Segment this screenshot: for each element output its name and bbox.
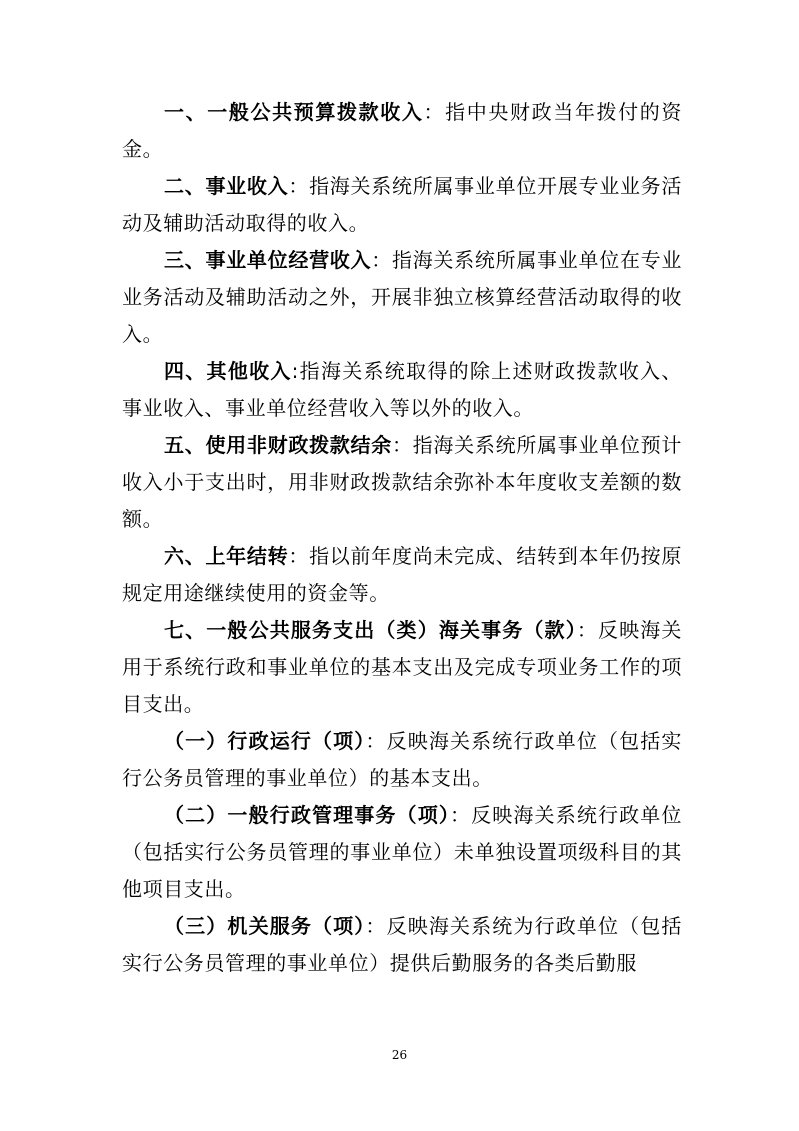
paragraph-general-budget-revenue <box>122 94 682 168</box>
desc-administrative-operation: ：反映海关系统行政单位（包括实行公务员管理的事业单位）的基本支出。 <box>122 729 683 790</box>
term-agency-services: （三）机关服务（项） <box>164 914 366 938</box>
desc-operating-revenue: ：指海关系统所属事业单位在专业业务活动及辅助活动之外，开展非独立核算经营活动取得的收入。 <box>122 248 682 346</box>
desc-general-admin-affairs: ：反映海关系统行政单位（包括实行公务员管理的事业单位）未单独设置项级科目的其他项目支出。 <box>122 803 682 901</box>
page-number: 26 <box>391 1048 408 1062</box>
desc-other-revenue: :指海关系统取得的除上述财政拨款收入、事业收入、事业单位经营收入等以外的收入。 <box>122 359 682 420</box>
term-operating-revenue: 三、事业单位经营收入 <box>164 248 372 272</box>
term-general-admin-affairs: （二）一般行政管理事务（项） <box>164 803 450 827</box>
desc-prior-year-carryover: ：指以前年度尚未完成、结转到本年仍按原规定用途继续使用的资金等。 <box>122 544 682 605</box>
document-body <box>122 94 682 982</box>
paragraph-operating-revenue <box>122 242 682 353</box>
paragraph-other-revenue <box>122 353 682 427</box>
desc-business-revenue: ：指海关系统所属事业单位开展专业业务活动及辅助活动取得的收入。 <box>122 174 682 235</box>
paragraph-agency-services <box>122 908 682 982</box>
term-other-revenue: 四、其他收入 <box>164 359 292 383</box>
paragraph-customs-affairs <box>122 612 682 723</box>
paragraph-administrative-operation <box>122 723 682 797</box>
term-general-budget-revenue: 一、一般公共预算拨款收入 <box>164 100 424 124</box>
term-business-revenue: 二、事业收入 <box>164 174 289 198</box>
term-administrative-operation: （一）行政运行（项） <box>164 729 366 753</box>
paragraph-general-admin-affairs <box>122 797 682 908</box>
paragraph-non-fiscal-surplus <box>122 427 682 538</box>
desc-non-fiscal-surplus: ：指海关系统所属事业单位预计收入小于支出时，用非财政拨款结余弥补本年度收支差额的数额。 <box>122 433 682 531</box>
term-prior-year-carryover: 六、上年结转 <box>164 544 289 568</box>
paragraph-business-revenue <box>122 168 682 242</box>
desc-customs-affairs: ：反映海关用于系统行政和事业单位的基本支出及完成专项业务工作的项目支出。 <box>122 618 683 716</box>
paragraph-prior-year-carryover <box>122 538 682 612</box>
term-customs-affairs: 七、一般公共服务支出（类）海关事务（款） <box>164 618 577 642</box>
desc-general-budget-revenue: ：指中央财政当年拨付的资金。 <box>122 100 682 161</box>
desc-agency-services: ：反映海关系统为行政单位（包括实行公务员管理的事业单位）提供后勤服务的各类后勤服 <box>122 914 683 975</box>
term-non-fiscal-surplus: 五、使用非财政拨款结余 <box>164 433 392 457</box>
